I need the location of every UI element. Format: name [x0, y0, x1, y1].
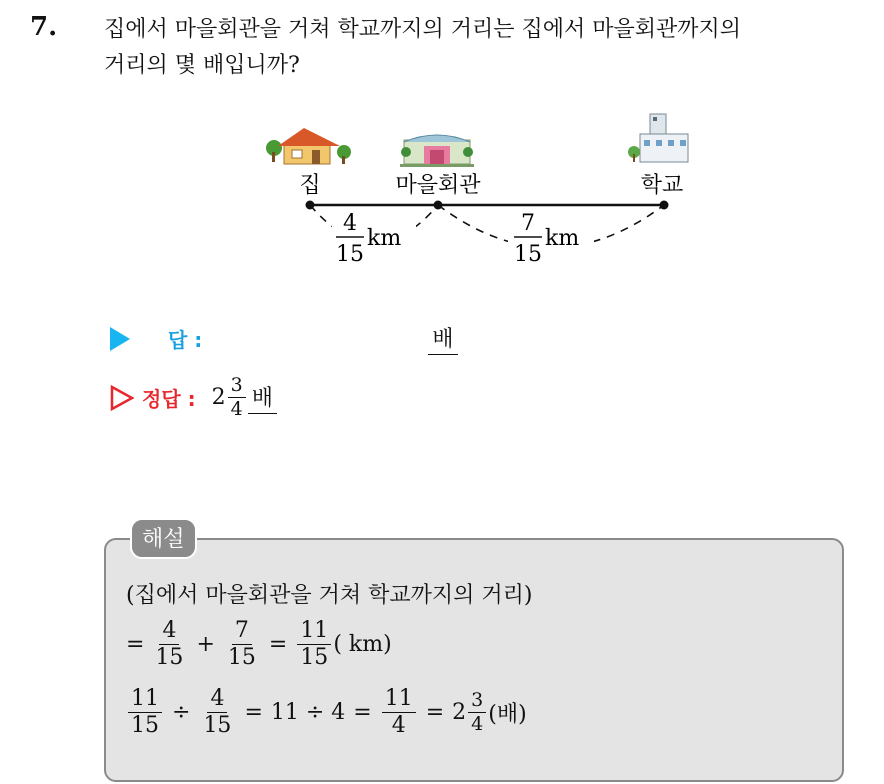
seg2-numerator: 7 [521, 211, 535, 236]
answer-arrow-icon [110, 327, 130, 351]
answer-row [110, 322, 458, 355]
expl3-frac-result: $\frac{3}{4}$ [468, 691, 486, 734]
question-text-line2: 거리의 몇 배입니까? [104, 53, 300, 78]
explanation-line2: = $\frac{4}{15}$ + $\frac{7}{15}$ = $\frac{11}{15}$ ( km) [126, 618, 392, 670]
correct-answer-label: 정답 : [142, 387, 196, 411]
expl3-frac-c: $\frac{11}{4}$ [382, 688, 416, 737]
seg1-denominator: 15 [336, 242, 364, 267]
correct-unit: 배 [248, 381, 277, 414]
label-school: 학교 [640, 173, 684, 198]
question-text-line1: 집에서 마을회관을 거쳐 학교까지의 거리는 집에서 마을회관까지의 [104, 17, 742, 42]
seg2-denominator: 15 [514, 242, 542, 267]
expl3-frac-b: $\frac{4}{15}$ [203, 686, 232, 738]
expl2-frac-result: $\frac{11}{15}$ [297, 620, 331, 669]
distance-diagram [250, 110, 720, 280]
explanation-line1: (집에서 마을회관을 거쳐 학교까지의 거리) [126, 583, 533, 608]
answer-label: 답 : [168, 328, 203, 352]
question-text [104, 12, 874, 84]
correct-whole: 2 [211, 385, 226, 410]
correct-fraction: $\frac{3}{4}$ [228, 376, 246, 419]
label-home: 집 [299, 173, 321, 198]
seg2-unit: km [545, 226, 580, 251]
label-village-hall: 마을회관 [395, 173, 481, 198]
answer-unit: 배 [432, 327, 454, 352]
school-building-icon [628, 114, 688, 162]
seg1-unit: km [367, 226, 402, 251]
explanation-line3: $\frac{11}{15}$ ÷ $\frac{4}{15}$ = 11 ÷ 4 = $\frac{11}{4}$ = 2 $\frac{3}{4}$ (배) [126, 688, 527, 737]
expl2-frac-b: $\frac{7}{15}$ [227, 618, 256, 670]
question-number: 7. [30, 12, 58, 42]
seg1-numerator: 4 [343, 211, 357, 236]
expl3-frac-a: $\frac{11}{15}$ [128, 688, 162, 737]
correct-answer-row [110, 376, 277, 419]
village-hall-icon [400, 135, 474, 167]
explanation-tag: 해설 [130, 518, 197, 559]
expl2-frac-a: $\frac{4}{15}$ [155, 618, 184, 670]
correct-arrow-icon [110, 385, 134, 411]
answer-blank[interactable] [428, 322, 457, 355]
house-icon [266, 128, 351, 164]
